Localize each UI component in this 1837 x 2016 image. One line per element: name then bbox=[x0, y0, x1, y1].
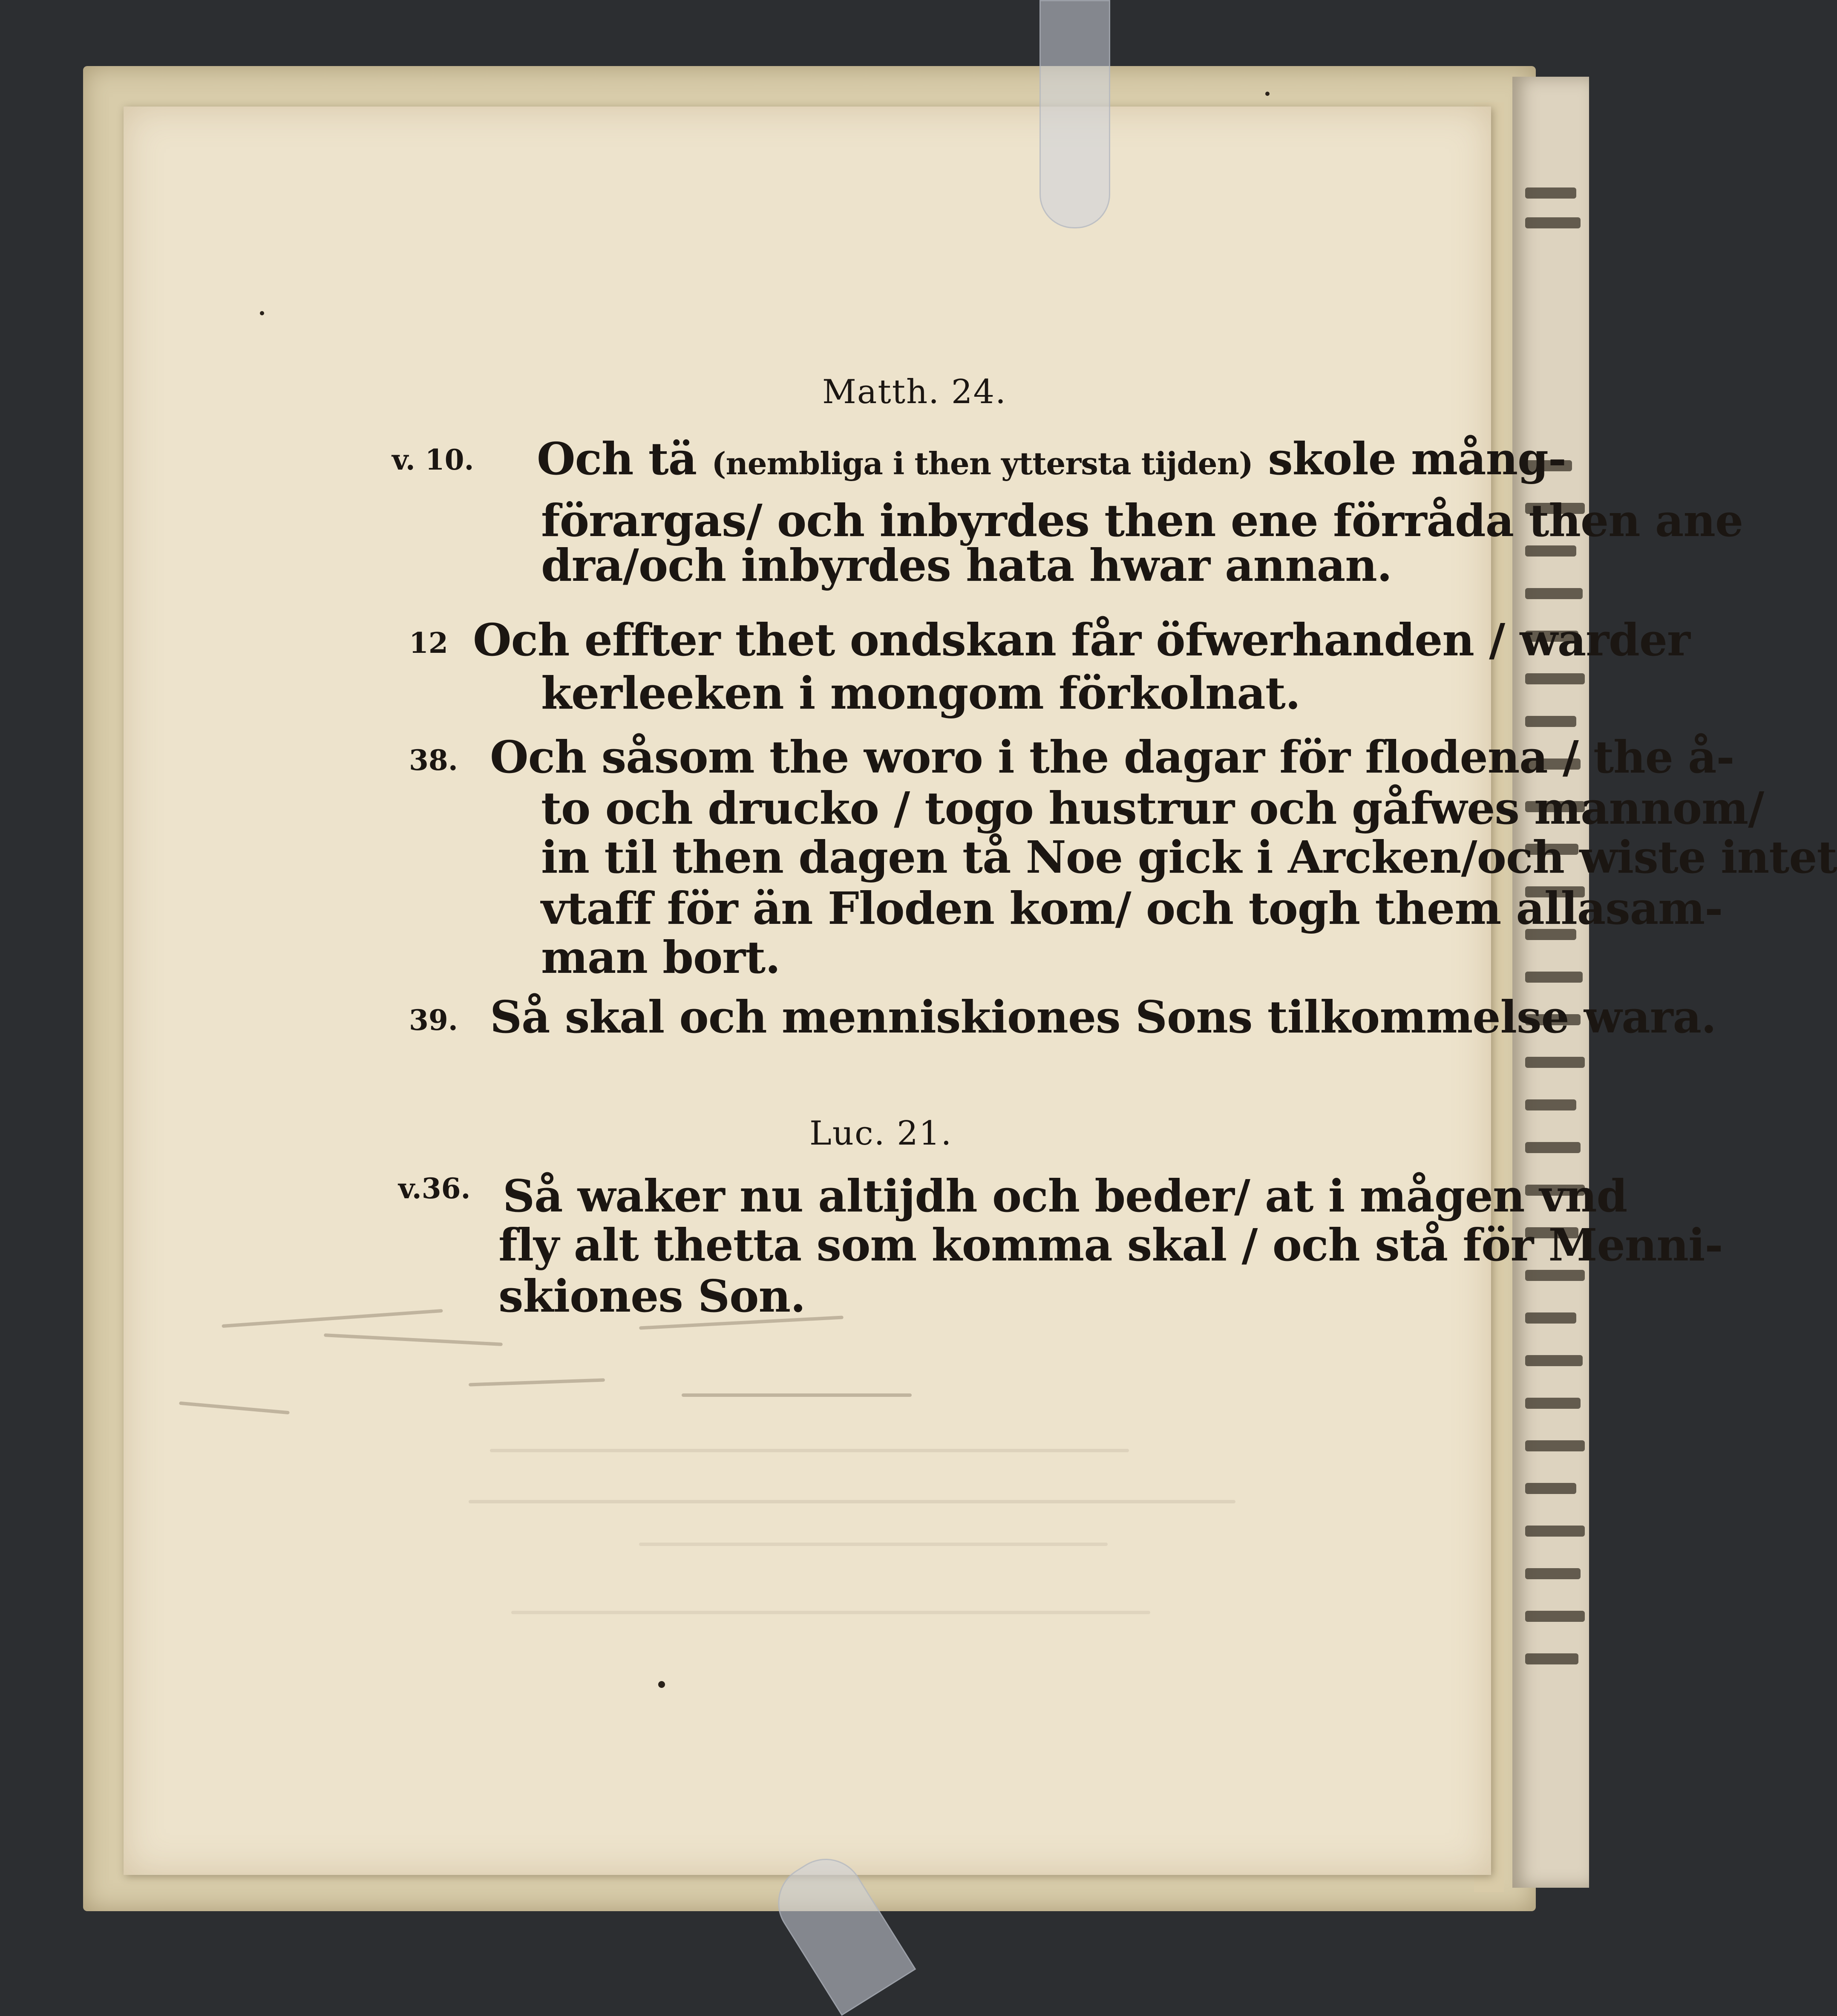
verse-number: 39. bbox=[409, 1004, 458, 1037]
verse-line: skiones Son. bbox=[498, 1270, 806, 1322]
verse-number: 12 bbox=[409, 626, 448, 660]
passage-heading: Luc. 21. bbox=[809, 1114, 953, 1153]
verse-line: kerleeken i mongom förkolnat. bbox=[541, 667, 1301, 719]
facing-page-edge bbox=[1512, 77, 1589, 1888]
verse-line: Så waker nu altijdh och beder/ at i mågen vnd bbox=[503, 1170, 1627, 1222]
page-weight bbox=[1039, 0, 1110, 228]
ink-speck bbox=[658, 1681, 665, 1688]
verse-aside: (nembliga i then yttersta tijden) bbox=[711, 445, 1253, 482]
verse-line: förargas/ och inbyrdes then ene förråda then ane bbox=[541, 494, 1743, 547]
verse-number: v. 10. bbox=[392, 443, 474, 476]
ink-speck bbox=[1265, 92, 1270, 96]
verse-line: Och effter thet ondskan får öfwerhanden / warder bbox=[473, 614, 1690, 666]
ink-speck bbox=[260, 311, 264, 315]
verse-line: fly alt thetta som komma skal / och stå för Menni- bbox=[498, 1219, 1723, 1271]
verse-line: Och tä (nembliga i then yttersta tijden) skole mång- bbox=[537, 433, 1566, 485]
passage-heading: Matth. 24. bbox=[822, 373, 1007, 411]
verse-line: vtaff för än Floden kom/ och togh them allasam- bbox=[541, 882, 1723, 934]
verse-line: dra/och inbyrdes hata hwar annan. bbox=[541, 539, 1392, 591]
verse-line: to och drucko / togo hustrur och gåfwes mannom/ bbox=[541, 782, 1764, 834]
verse-number: 38. bbox=[409, 744, 458, 777]
verse-line: in til then dagen tå Noe gick i Arcken/och wiste intet bbox=[541, 831, 1837, 883]
verse-line: man bort. bbox=[541, 931, 780, 983]
verse-line: Så skal och menniskiones Sons tilkommelse wara. bbox=[490, 991, 1716, 1043]
verse-line: Och såsom the woro i the dagar för flodena / the å- bbox=[490, 731, 1734, 783]
verse-number: v.36. bbox=[398, 1172, 471, 1205]
